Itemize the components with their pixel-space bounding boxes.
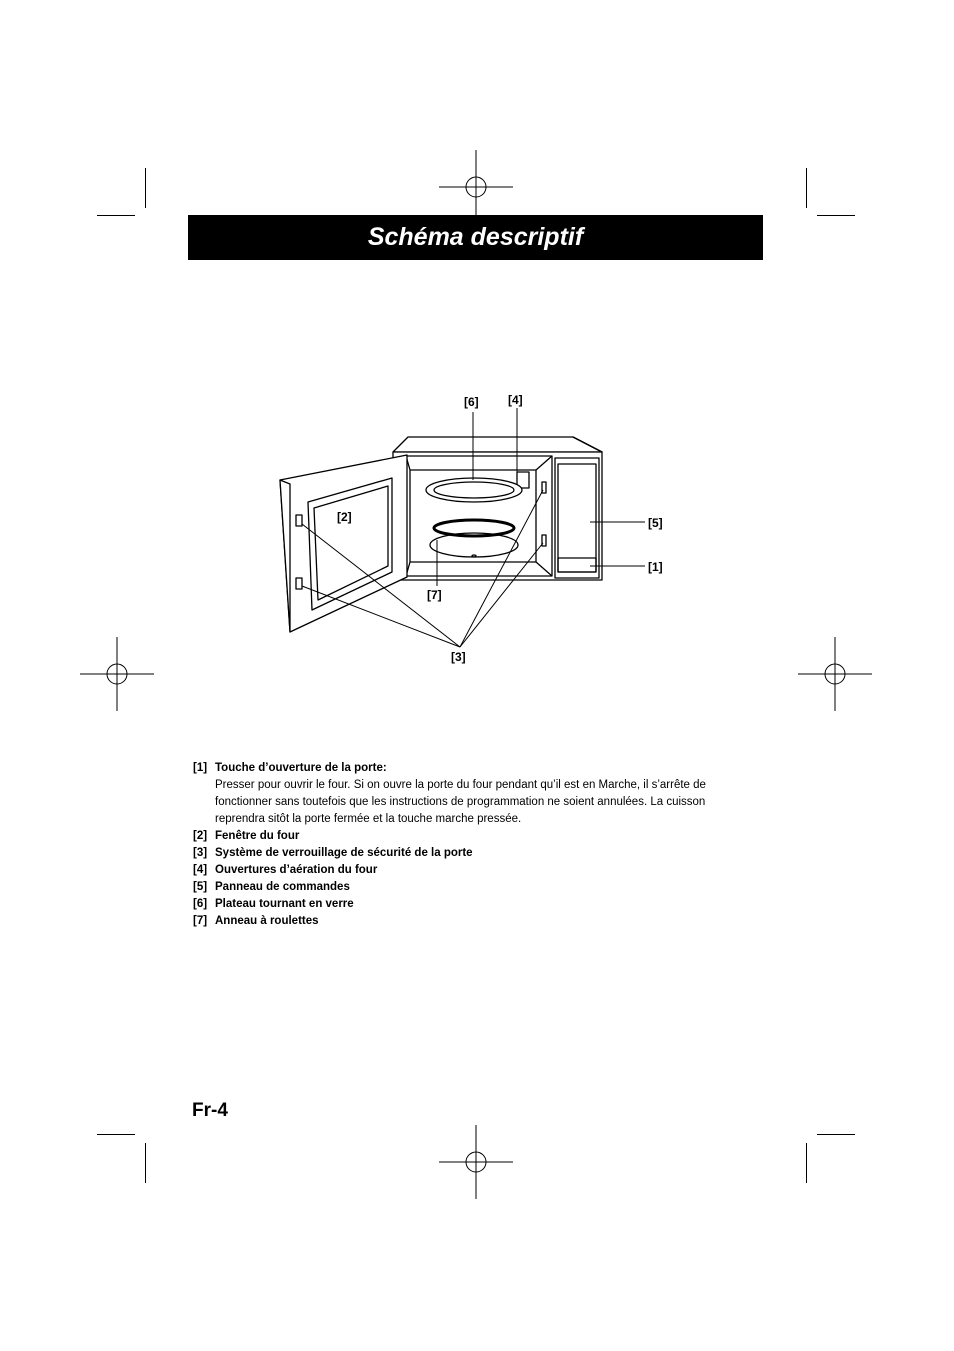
legend-number: [4] [193,864,208,876]
legend-number: [2] [193,830,208,842]
legend-item [193,828,753,845]
legend-item [193,879,753,896]
callout-label: [2] [337,510,352,524]
legend-item [193,862,753,879]
legend-item [193,913,753,930]
page-number: Fr-4 [192,1100,228,1121]
callout-label: [5] [648,516,663,530]
parts-legend [193,760,753,930]
legend-item [193,760,753,777]
legend-term: Plateau tournant en verre [215,898,354,910]
legend-item [193,845,753,862]
page-title: Schéma descriptif [367,223,584,251]
callout-label: [6] [464,395,479,409]
legend-description: Presser pour ouvrir le four. Si on ouvre la porte du four pendant qu’il est en Marche, il s’arrête de fonctionner sans toutefois que les instructions de programmation ne soient annulées. La cuisson reprendra sitôt la porte fermée et la touche marche pressée. [215,779,706,825]
legend-number: [6] [193,898,208,910]
cabinet-top [393,437,602,452]
legend-term: Touche d’ouverture de la porte: [215,762,387,774]
legend-number: [7] [193,915,208,927]
legend-number: [1] [193,762,208,774]
legend-item [193,896,753,913]
callout-label: [1] [648,560,663,574]
cabinet-front [393,452,602,580]
legend-number: [3] [193,847,208,859]
legend-term: Anneau à roulettes [215,915,319,927]
legend-number: [5] [193,881,208,893]
legend-term: Panneau de commandes [215,881,350,893]
legend-term: Système de verrouillage de sécurité de la porte [215,847,473,859]
callout-label: [4] [508,393,523,407]
legend-term: Ouvertures d’aération du four [215,864,378,876]
callout-label: [3] [451,650,466,664]
callout-label: [7] [427,588,442,602]
legend-term: Fenêtre du four [215,830,300,842]
